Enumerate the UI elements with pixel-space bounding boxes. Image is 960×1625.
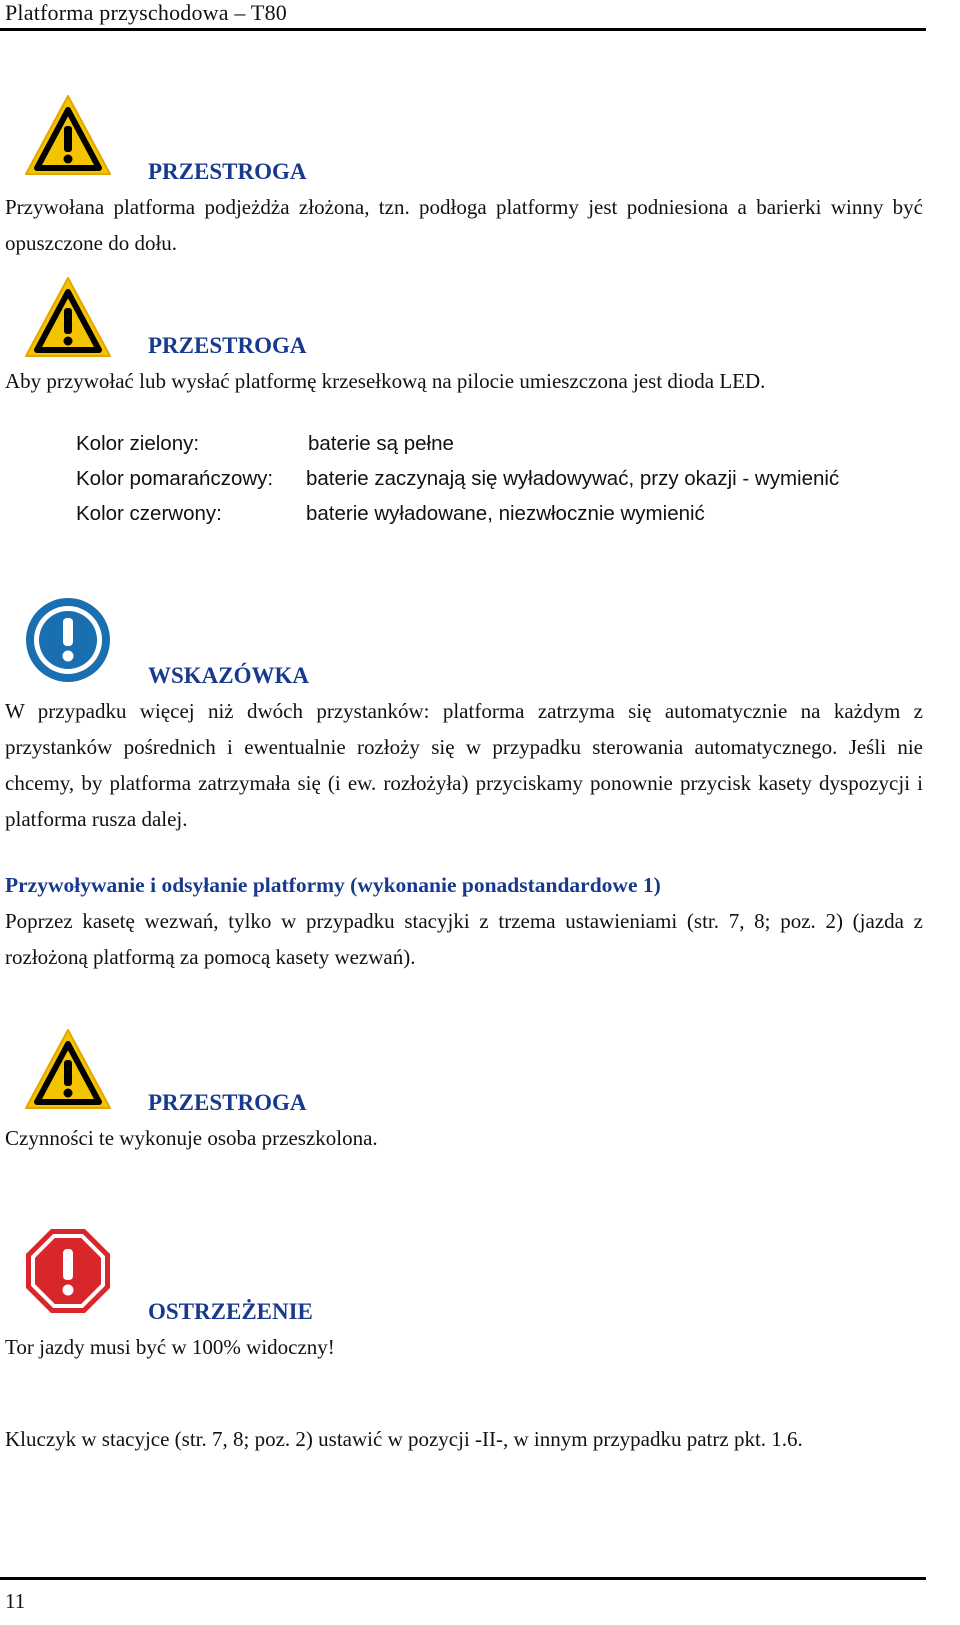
caution-text: Aby przywołać lub wysłać platformę krzesełkową na pilocie umieszczona jest dioda LED. xyxy=(5,369,766,393)
led-value: baterie zaczynają się wyładowywać, przy okazji - wymienić xyxy=(306,467,840,490)
led-value: baterie wyładowane, niezwłocznie wymienić xyxy=(306,502,705,525)
document-header-title: Platforma przyschodowa – T80 xyxy=(5,0,287,25)
warning-text: Tor jazdy musi być w 100% widoczny! xyxy=(5,1335,335,1359)
caution-heading: PRZESTROGA xyxy=(148,333,307,358)
caution-text: Przywołana platforma podjeżdża złożona, tzn. podłoga platformy jest podniesiona a barierki winny być opuszczone do dołu. xyxy=(5,195,923,255)
warning-triangle-icon xyxy=(24,1026,112,1114)
warning-heading: OSTRZEŻENIE xyxy=(148,1299,313,1324)
led-label: Kolor zielony: xyxy=(76,432,200,455)
page-number: 11 xyxy=(5,1589,26,1613)
caution-text: Czynności te wykonuje osoba przeszkolona. xyxy=(5,1126,378,1150)
section-title: Przywoływanie i odsyłanie platformy (wykonanie ponadstandardowe 1) xyxy=(5,873,661,897)
warning-triangle-icon xyxy=(24,274,112,362)
header-rule xyxy=(0,28,926,31)
hint-heading: WSKAZÓWKA xyxy=(148,663,310,688)
key-position-text: Kluczyk w stacyjce (str. 7, 8; poz. 2) ustawić w pozycji -II-, w innym przypadku patrz pkt. 1.6. xyxy=(5,1427,803,1451)
warning-triangle-icon xyxy=(24,92,112,180)
led-label: Kolor pomarańczowy: xyxy=(76,467,274,490)
hint-text: W przypadku więcej niż dwóch przystanków: platforma zatrzyma się automatycznie na każdym z przystanków pośrednich i ewentualnie rozłoży się w przypadku sterowania automatycznego. Jeśli nie chcemy, by platforma zatrzymała się (i ew. rozłożyła) przyciskamy ponownie przycisk kasety dyspozycji i platforma rusza dalej. xyxy=(5,699,923,831)
caution-heading: PRZESTROGA xyxy=(148,159,307,184)
info-exclamation-circle-icon xyxy=(24,596,112,684)
led-label: Kolor czerwony: xyxy=(76,502,222,525)
section-text: Poprzez kasetę wezwań, tylko w przypadku stacyjki z trzema ustawieniami (str. 7, 8; poz. 2) (jazda z rozłożoną platformą za pomocą kasety wezwań). xyxy=(5,909,923,969)
stop-octagon-icon xyxy=(24,1227,112,1315)
caution-heading: PRZESTROGA xyxy=(148,1090,307,1115)
footer-rule xyxy=(0,1577,926,1580)
led-value: baterie są pełne xyxy=(308,432,454,455)
